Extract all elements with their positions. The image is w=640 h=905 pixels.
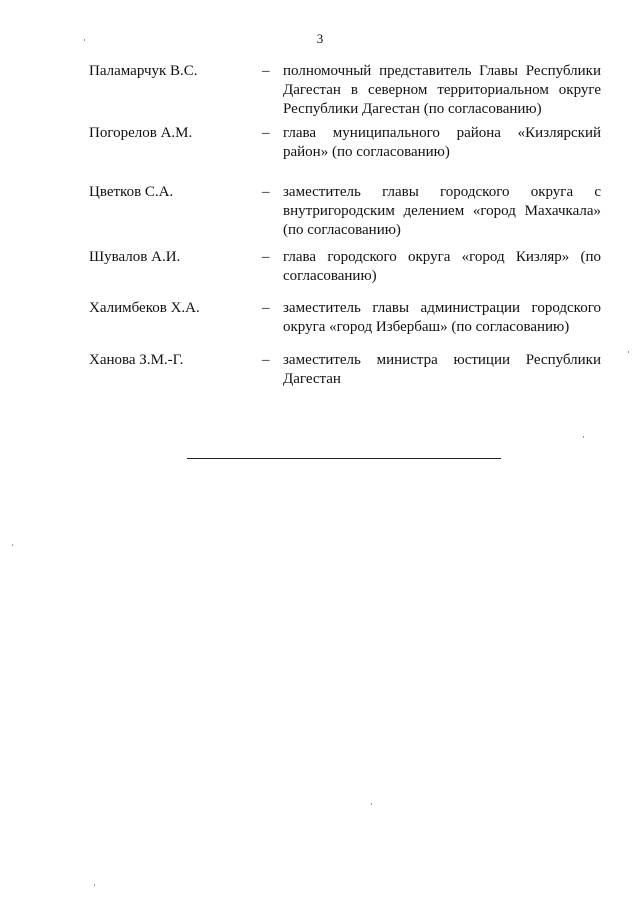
closing-rule bbox=[187, 458, 501, 459]
member-position: заместитель министра юстиции Республики Дагестан bbox=[283, 352, 601, 387]
dash-separator: – bbox=[262, 184, 270, 200]
scan-speck bbox=[12, 544, 13, 546]
dash-separator: – bbox=[262, 63, 270, 79]
scan-speck bbox=[371, 803, 372, 805]
member-position: заместитель главы администрации городского округа «город Избербаш» (по согласованию) bbox=[283, 300, 601, 335]
page-number: 3 bbox=[316, 31, 324, 46]
dash-separator: – bbox=[262, 125, 270, 141]
member-name: Ханова З.М.-Г. bbox=[89, 352, 184, 368]
member-name: Халимбеков Х.А. bbox=[89, 300, 200, 316]
dash-separator: – bbox=[262, 352, 270, 368]
member-position: заместитель главы городского округа с внутригородским делением «город Махачкала» (по согласованию) bbox=[283, 184, 601, 238]
scan-speck bbox=[628, 351, 629, 353]
scan-speck bbox=[84, 39, 85, 41]
scan-speck bbox=[583, 436, 584, 438]
member-name: Цветков С.А. bbox=[89, 184, 174, 200]
member-position: глава муниципального района «Кизлярский район» (по согласованию) bbox=[283, 125, 601, 160]
member-name: Паламарчук В.С. bbox=[89, 63, 198, 79]
member-position: глава городского округа «город Кизляр» (по согласованию) bbox=[283, 249, 601, 284]
dash-separator: – bbox=[262, 300, 270, 316]
member-name: Шувалов А.И. bbox=[89, 249, 181, 265]
member-name: Погорелов А.М. bbox=[89, 125, 193, 141]
member-position: полномочный представитель Главы Республики Дагестан в северном территориальном округе Республики Дагестан (по согласованию) bbox=[283, 63, 601, 117]
scan-speck bbox=[94, 884, 95, 886]
dash-separator: – bbox=[262, 249, 270, 265]
